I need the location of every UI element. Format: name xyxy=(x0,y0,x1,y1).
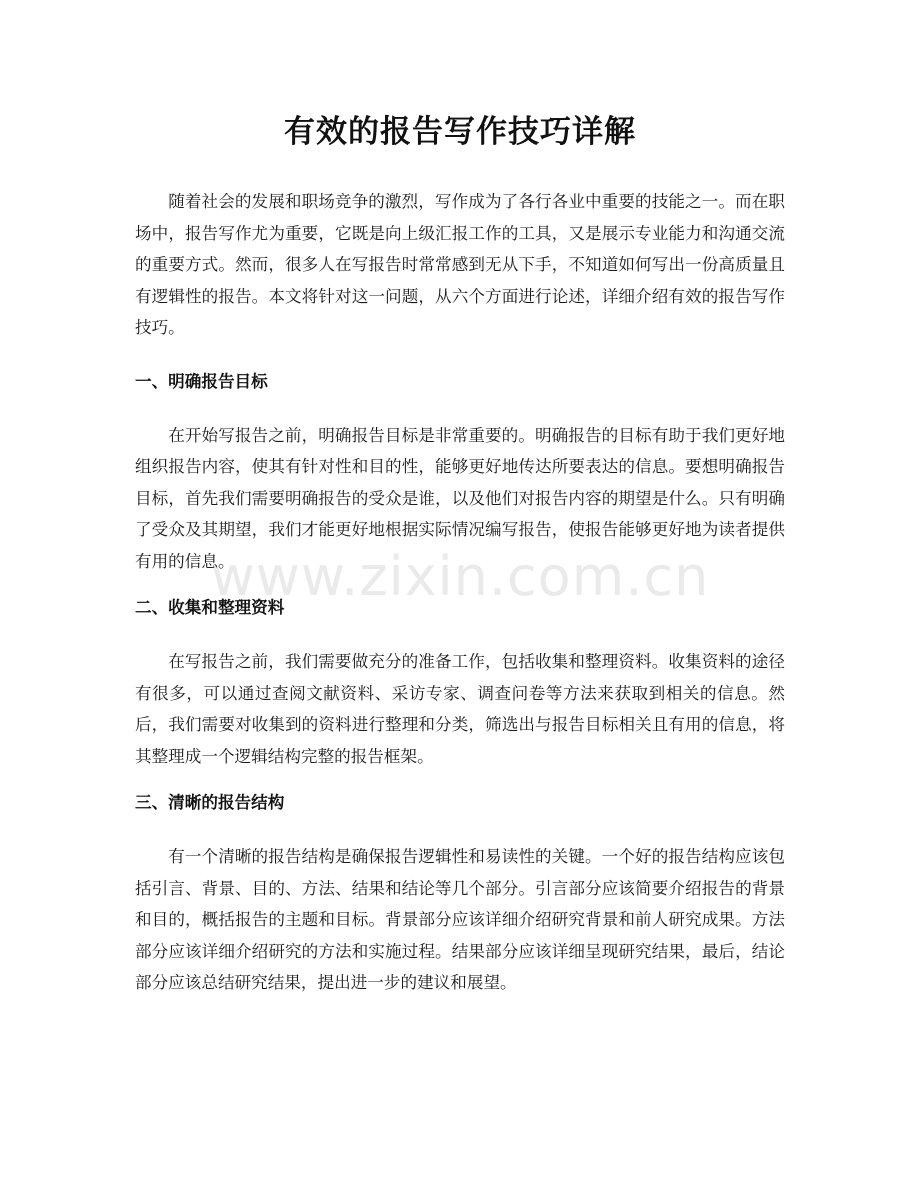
section-body-2: 在写报告之前，我们需要做充分的准备工作，包括收集和整理资料。收集资料的途径有很多，可以通过查阅文献资料、采访专家、调查问卷等方法来获取到相关的信息。然后，我们需要对收集到的资料进行整理和分类，筛选出与报告目标相关且有用的信息，将其整理成一个逻辑结构完整的报告框架。 xyxy=(135,652,785,766)
watermark: www.zixin.com.cn xyxy=(210,545,710,608)
intro-paragraph: 随着社会的发展和职场竞争的激烈，写作成为了各行各业中重要的技能之一。而在职场中，报告写作尤为重要，它既是向上级汇报工作的工具，又是展示专业能力和沟通交流的重要方式。然而，很多人在写报告时常常感到无从下手，不知道如何写出一份高质量且有逻辑性的报告。本文将针对这一问题，从六个方面进行论述，详细介绍有效的报告写作技巧。 xyxy=(135,192,785,337)
section-heading-1: 一、明确报告目标 xyxy=(135,371,268,391)
section-body-1: 在开始写报告之前，明确报告目标是非常重要的。明确报告的目标有助于我们更好地组织报告内容，使其有针对性和目的性，能够更好地传达所要表达的信息。要想明确报告目标，首先我们需要明确报告的受众是谁，以及他们对报告内容的期望是什么。只有明确了受众及其期望，我们才能更好地根据实际情况编写报告，使报告能够更好地为读者提供有用的信息。 xyxy=(135,425,785,571)
section-heading-2: 二、收集和整理资料 xyxy=(135,598,285,617)
section-body-3: 有一个清晰的报告结构是确保报告逻辑性和易读性的关键。一个好的报告结构应该包括引言、背景、目的、方法、结果和结论等几个部分。引言部分应该简要介绍报告的背景和目的，概括报告的主题和目标。背景部分应该详细介绍研究背景和前人研究成果。方法部分应该详细介绍研究的方法和实施过程。结果部分应该详细呈现研究结果，最后，结论部分应该总结研究结果，提出进一步的建议和展望。 xyxy=(135,847,785,992)
section-heading-3: 三、清晰的报告结构 xyxy=(135,793,285,812)
document-title: 有效的报告写作技巧详解 xyxy=(284,114,636,150)
